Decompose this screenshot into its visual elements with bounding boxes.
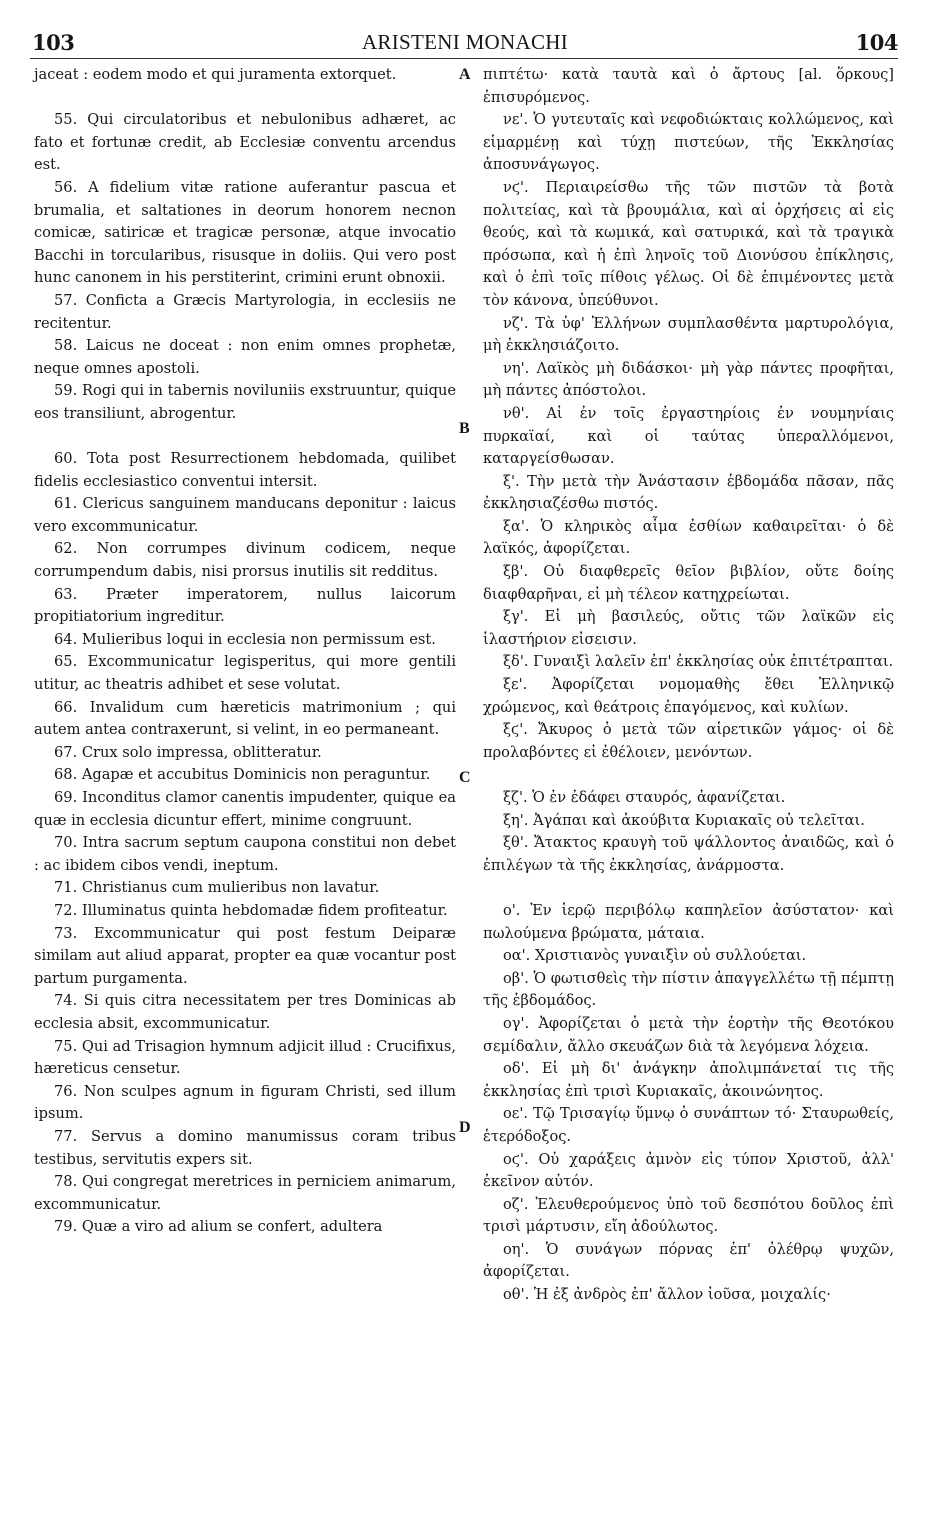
greek-canon-69: ξθ'. Ἄτακτος κραυγὴ τοῦ ψάλλοντος ἀναιδῶς, καὶ ὁ ἐπιλέγων τὰ τῆς ἐκκλησίας, ἀνάρμοστα. (483, 834, 894, 874)
margin-mark-a: A (459, 66, 471, 83)
greek-canon-55: νε'. Ὁ γυτευταῖς καὶ νεφοδιώκταις κολλώμενος, καὶ εἱμαρμένῃ καὶ τύχῃ πιστεύων, τῆς Ἐκκλησίας ἀποσυνάγωγος. (483, 111, 894, 174)
latin-canon-69: 69. Inconditus clamor canentis impudenter, quique ea quæ in ecclesia dicuntur effert, minime congruunt. (34, 789, 456, 829)
latin-canon-78: 78. Qui congregat meretrices in perniciem animarum, excommunicatur. (34, 1173, 456, 1213)
latin-canon-76: 76. Non sculpes agnum in figuram Christi, sed illum ipsum. (34, 1082, 456, 1123)
latin-canon-56: 56. A fidelium vitæ ratione auferantur pascua et brumalia, et saltationes in deorum honorem necnon comicæ, satiricæ et tragicæ personæ, atque invocatio Bacchi in torcularibus, risusque in doliis. Qui vero post hunc canonem in his perstiterint, crimini erunt obnoxii. (34, 178, 456, 287)
margin-mark-c: C (459, 769, 471, 786)
greek-canon-76: οϛ'. Οὐ χαράξεις ἀμνὸν εἰς τύπον Χριστοῦ, ἀλλ' ἐκεῖνον αὐτόν. (483, 1150, 894, 1191)
greek-canon-78: οη'. Ὁ συνάγων πόρνας ἐπ' ὀλέθρῳ ψυχῶν, ἀφορίζεται. (483, 1240, 894, 1281)
running-title: ARISTENI MONACHI (361, 30, 569, 54)
latin-canon-67: 67. Crux solo impressa, oblitteratur. (54, 743, 322, 761)
latin-canon-72: 72. Illuminatus quinta hebdomadæ fidem profiteatur. (54, 901, 448, 919)
latin-canon-62: 62. Non corrumpes divinum codicem, neque corrumpendum dabis, nisi prorsus inutilis sit redditus. (34, 540, 456, 581)
latin-canon-70: 70. Intra sacrum septum caupona constitui non debet : ac ibidem cibos vendi, ineptum. (34, 834, 456, 874)
latin-canon-79: 79. Quæ a viro ad alium se confert, adultera (54, 1218, 383, 1236)
latin-canon-68: 68. Agapæ et accubitus Dominicis non peraguntur. (54, 766, 431, 784)
greek-canon-68: ξη'. Ἀγάπαι καὶ ἀκούβιτα Κυριακαῖς οὐ τελεῖται. (503, 811, 865, 829)
greek-canon-63: ξγ'. Εἰ μὴ βασιλεύς, οὔτις τῶν λαϊκῶν εἰς ἱλαστήριον εἰσεισιν. (483, 608, 894, 648)
greek-canon-73: ογ'. Ἀφορίζεται ὁ μετὰ τὴν ἑορτὴν τῆς Θεοτόκου σεμίδαλιν, ἄλλο σκευάζων διὰ τὰ λεγόμενα λόχεια. (483, 1014, 894, 1055)
latin-canon-63: 63. Præter imperatorem, nullus laicorum propitiatorium ingreditur. (34, 585, 456, 626)
greek-canon-72: οβ'. Ὁ φωτισθεὶς τὴν πίστιν ἀπαγγελλέτω τῇ πέμπτῃ τῆς ἑβδομάδος. (483, 969, 894, 1010)
greek-canon-67: ξζ'. Ὁ ἐν ἐδάφει σταυρός, ἀφανίζεται. (503, 789, 786, 806)
margin-mark-b: B (459, 420, 470, 437)
latin-canon-66: 66. Invalidum cum hæreticis matrimonium ; qui autem antea contraxerunt, si velint, in eo permaneant. (34, 698, 456, 739)
greek-canon-70: ο'. Ἐν ἱερῷ περιβόλῳ καπηλεῖον ἀσύστατον· καὶ πωλούμενα βρώματα, μάταια. (483, 901, 894, 942)
latin-canon-65: 65. Excommunicatur legisperitus, qui more gentili utitur, ac theatris adhibet et sese volutat. (34, 653, 456, 694)
greek-canon-79: οθ'. Ἡ ἐξ ἀνδρὸς ἐπ' ἄλλον ἰοῦσα, μοιχαλίς· (503, 1286, 831, 1304)
margin-mark-d: D (459, 1119, 471, 1136)
greek-canon-58: νη'. Λαϊκὸς μὴ διδάσκοι· μὴ γὰρ πάντες προφῆται, μὴ πάντες ἀπόστολοι. (483, 359, 894, 400)
latin-canon-58: 58. Laicus ne doceat : non enim omnes prophetæ, neque omnes apostoli. (34, 337, 456, 377)
latin-canon-64: 64. Mulieribus loqui in ecclesia non permissum est. (54, 630, 436, 648)
latin-canon-54-end: jaceat : eodem modo et qui juramenta extorquet. (34, 66, 397, 83)
greek-canon-60: ξ'. Τὴν μετὰ τὴν Ἀνάστασιν ἑβδομάδα πᾶσαν, πᾶς ἐκκλησιαζέσθω πιστός. (483, 472, 894, 513)
greek-canon-66: ξϛ'. Ἄκυρος ὁ μετὰ τῶν αἱρετικῶν γάμος· οἱ δὲ προλαβόντες εἰ ἐθέλοιεν, μενόντων. (483, 721, 894, 761)
greek-column (483, 64, 894, 1307)
page-number-right: 104 (855, 30, 898, 55)
latin-canon-75: 75. Qui ad Trisagion hymnum adjicit illud : Crucifixus, hæreticus censetur. (34, 1037, 456, 1078)
latin-canon-57: 57. Conficta a Græcis Martyrologia, in ecclesiis ne recitentur. (34, 291, 456, 332)
greek-canon-75: οε'. Τῷ Τρισαγίῳ ὕμνῳ ὁ συνάπτων τό· Σταυρωθείς, ἑτερόδοξος. (483, 1105, 894, 1145)
greek-canon-71: οα'. Χριστιανὸς γυναιξὶν οὐ συλλούεται. (503, 947, 807, 965)
latin-canon-71: 71. Christianus cum mulieribus non lavatur. (54, 879, 380, 897)
latin-column (34, 64, 456, 1239)
page-number-left: 103 (32, 30, 75, 55)
latin-canon-60: 60. Tota post Resurrectionem hebdomada, quilibet fidelis ecclesiastico conventui intersit. (34, 450, 456, 490)
latin-canon-59: 59. Rogi qui in tabernis noviluniis exstruuntur, quique eos transiliunt, abrogentur. (34, 382, 456, 422)
greek-canon-62: ξβ'. Οὐ διαφθερεῖς θεῖον βιβλίον, οὔτε δοίης διαφθαρῆναι, εἰ μὴ τέλεον κατηχρείωται. (483, 563, 894, 603)
greek-canon-74: οδ'. Εἰ μὴ δι' ἀνάγκην ἀπολιμπάνεταί τις τῆς ἐκκλησίας ἐπὶ τρισὶ Κυριακαῖς, ἀκοινώνητος. (483, 1060, 894, 1100)
greek-canon-56: νϛ'. Περιαιρείσθω τῆς τῶν πιστῶν τὰ βοτὰ πολιτείας, καὶ τὰ βρουμάλια, καὶ αἱ ὀρχήσεις αἱ εἰς θεούς, καὶ τὰ κωμικά, καὶ σατυρικά, καὶ τὰ τραγικὰ πρόσωπα, καὶ ἡ ἐπὶ ληνοῖς τοῦ Διονύσου ἐπίκλησις, καὶ ὁ ἐπὶ τοῖς πίθοις γέλως. Οἱ δὲ ἐπιμένοντες μετὰ τὸν κάνονα, ὑπεύθυνοι. (483, 178, 894, 309)
greek-canon-59: νθ'. Αἱ ἐν τοῖς ἐργαστηρίοις ἐν νουμηνίαις πυρκαϊαί, καὶ οἱ ταύτας ὑπεραλλόμενοι, καταργείσθωσαν. (483, 404, 894, 468)
greek-canon-54-end: πιπτέτω· κατὰ ταυτὰ καὶ ὁ ἄρτους [al. ὅρκους] ἐπισυρόμενος. (483, 66, 894, 106)
latin-canon-77: 77. Servus a domino manumissus coram tribus testibus, servitutis expers sit. (34, 1127, 456, 1168)
greek-canon-64: ξδ'. Γυναιξὶ λαλεῖν ἐπ' ἐκκλησίας οὐκ ἐπιτέτραπται. (503, 653, 894, 671)
latin-canon-73: 73. Excommunicatur qui post festum Deiparæ similam aut aliud apparat, propter ea quæ vocantur post partum purgamenta. (34, 924, 456, 987)
greek-canon-65: ξε'. Ἀφορίζεται νομομαθὴς ἔθει Ἑλληνικῷ χρώμενος, καὶ θεάτροις ἐπαγόμενος, καὶ κυλίων. (483, 676, 894, 716)
latin-canon-74: 74. Si quis citra necessitatem per tres Dominicas ab ecclesia absit, excommunicatur. (34, 992, 456, 1032)
greek-canon-57: νζ'. Τὰ ὑφ' Ἑλλήνων συμπλασθέντα μαρτυρολόγια, μὴ ἐκκλησιάζοιτο. (483, 314, 894, 355)
greek-canon-61: ξα'. Ὁ κληρικὸς αἷμα ἐσθίων καθαιρεῖται· ὁ δὲ λαϊκός, ἀφορίζεται. (483, 517, 894, 558)
latin-canon-61: 61. Clericus sanguinem manducans deponitur : laicus vero excommunicatur. (34, 495, 456, 535)
header-rule (30, 58, 898, 59)
greek-canon-77: οζ'. Ἐλευθερούμενος ὑπὸ τοῦ δεσπότου δοῦλος ἐπὶ τρισὶ μάρτυσιν, εἴη ἀδούλωτος. (483, 1195, 894, 1236)
latin-canon-55: 55. Qui circulatoribus et nebulonibus adhæret, ac fato et fortunæ credit, ab Ecclesiæ conventu arcendus est. (34, 111, 456, 174)
